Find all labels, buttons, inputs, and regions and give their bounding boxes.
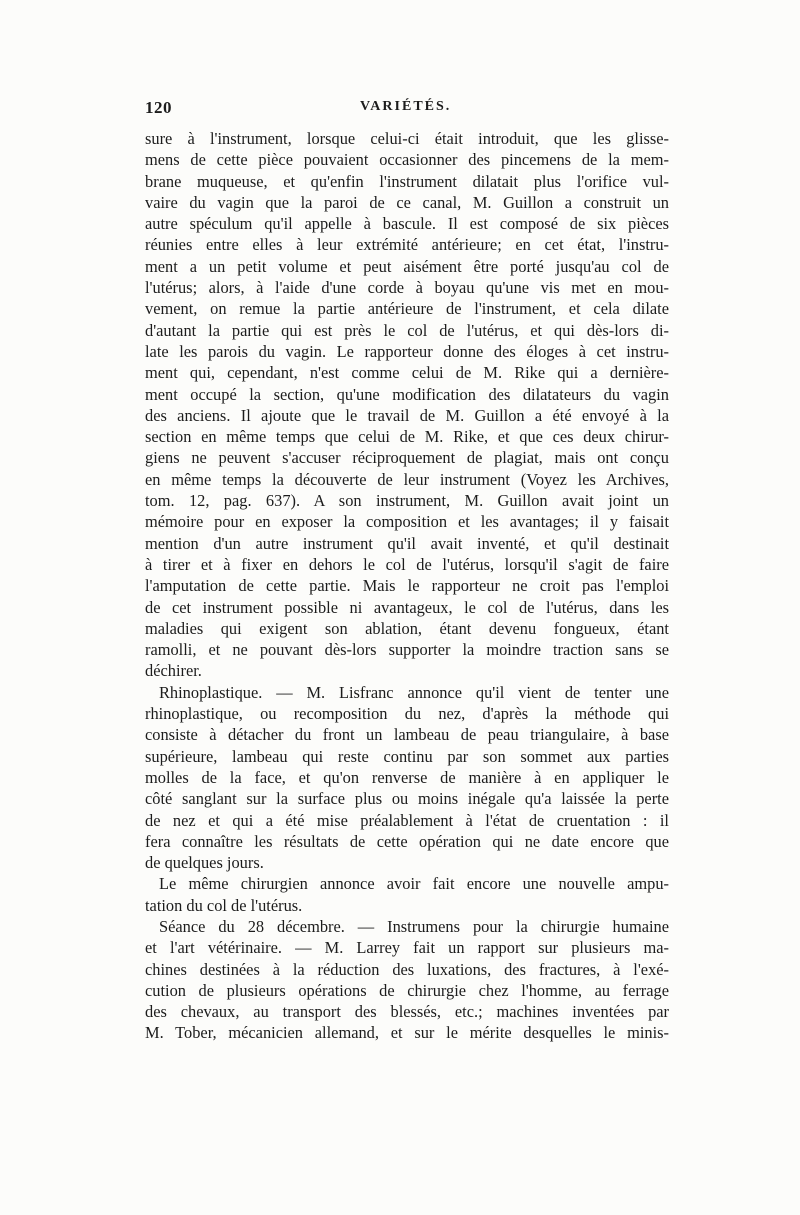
text-line: l'amputation de cette partie. Mais le rapporteur ne croit pas l'emploi xyxy=(145,576,669,596)
text-line: en même temps la découverte de leur instrument (Voyez les Archives, xyxy=(145,469,669,489)
text-line: d'autant la partie qui est près le col de l'utérus, et qui dès-lors di- xyxy=(145,320,669,340)
text-line: Le même chirurgien annonce avoir fait encore une nouvelle ampu- xyxy=(159,874,669,894)
text-line: déchirer. xyxy=(145,661,202,681)
text-line: chines destinées à la réduction des luxations, des fractures, à l'exé- xyxy=(145,959,669,979)
text-line: sure à l'instrument, lorsque celui-ci était introduit, que les glisse- xyxy=(145,129,669,148)
page-header xyxy=(145,98,669,124)
text-line: rhinoplastique, ou recomposition du nez, d'après la méthode qui xyxy=(145,704,669,724)
text-line: Rhinoplastique. — M. Lisfranc annonce qu'il vient de tenter une xyxy=(159,682,669,702)
body-text xyxy=(145,128,669,1044)
text-line: maladies qui exigent son ablation, étant devenu fongueux, étant xyxy=(145,618,669,638)
text-line: brane muqueuse, et qu'enfin l'instrument dilatait plus l'orifice vul- xyxy=(145,171,669,191)
text-line: mens de cette pièce pouvaient occasionner des pincemens de la mem- xyxy=(145,150,669,170)
text-line: molles de la face, et qu'on renverse de manière à en appliquer le xyxy=(145,767,669,787)
text-line: supérieure, lambeau qui reste continu par son sommet aux parties xyxy=(145,746,669,766)
text-line: M. Tober, mécanicien allemand, et sur le mérite desquelles le minis- xyxy=(145,1023,669,1043)
text-line: mention d'un autre instrument qu'il avait inventé, et qu'il destinait xyxy=(145,533,669,553)
text-line: section en même temps que celui de M. Rike, et que ces deux chirur- xyxy=(145,427,669,447)
text-line: et l'art vétérinaire. — M. Larrey fait un rapport sur plusieurs ma- xyxy=(145,938,669,958)
text-line: de quelques jours. xyxy=(145,853,264,873)
text-line: l'utérus; alors, à l'aide d'une corde à boyau qu'une vis met en mou- xyxy=(145,278,669,298)
text-line: côté sanglant sur la surface plus ou moins inégale qu'a laissée la perte xyxy=(145,789,669,809)
text-line: des anciens. Il ajoute que le travail de M. Guillon a été envoyé à la xyxy=(145,405,669,425)
text-line: ment a un petit volume et peut aisément être porté jusqu'au col de xyxy=(145,256,669,276)
text-line: ramolli, et ne pouvant dès-lors supporter la moindre traction sans se xyxy=(145,640,669,660)
text-line: tom. 12, pag. 637). A son instrument, M. Guillon avait joint un xyxy=(145,491,669,511)
text-line: consiste à détacher du front un lambeau de peau triangulaire, à base xyxy=(145,725,669,745)
text-line: tation du col de l'utérus. xyxy=(145,895,303,915)
text-line: réunies entre elles à leur extrémité antérieure; en cet état, l'instru- xyxy=(145,235,669,255)
text-line: mémoire pour en exposer la composition et les avantages; il y faisait xyxy=(145,512,669,532)
running-head: VARIÉTÉS. xyxy=(360,99,452,114)
text-line: late les parois du vagin. Le rapporteur donne des éloges à cet instru- xyxy=(145,341,669,361)
text-line: fera connaître les résultats de cette opération qui ne date encore que xyxy=(145,831,669,851)
text-line: vement, on remue la partie antérieure de l'instrument, et cela dilate xyxy=(145,299,669,319)
text-line: des chevaux, au transport des blessés, etc.; machines inventées par xyxy=(145,1002,669,1022)
text-line: autre spéculum qu'il appelle à bascule. Il est composé de six pièces xyxy=(145,214,669,234)
text-line: ment qui, cependant, n'est comme celui de M. Rike qui a dernière- xyxy=(145,363,669,383)
page-number: 120 xyxy=(145,98,172,117)
text-line: à tirer et à fixer en dehors le col de l'utérus, lorsqu'il s'agit de faire xyxy=(145,554,669,574)
text-line: cution de plusieurs opérations de chirurgie chez l'homme, au ferrage xyxy=(145,980,669,1000)
text-line: ment occupé la section, qu'une modification des dilatateurs du vagin xyxy=(145,384,669,404)
text-line: de cet instrument possible ni avantageux, le col de l'utérus, dans les xyxy=(145,597,669,617)
text-line: giens ne peuvent s'accuser réciproquement de plagiat, mais ont conçu xyxy=(145,448,669,468)
text-line: Séance du 28 décembre. — Instrumens pour la chirurgie humaine xyxy=(159,916,669,936)
text-line: vaire du vagin que la paroi de ce canal, M. Guillon a construit un xyxy=(145,192,669,212)
text-line: de nez et qui a été mise préalablement à l'état de cruentation : il xyxy=(145,810,669,830)
